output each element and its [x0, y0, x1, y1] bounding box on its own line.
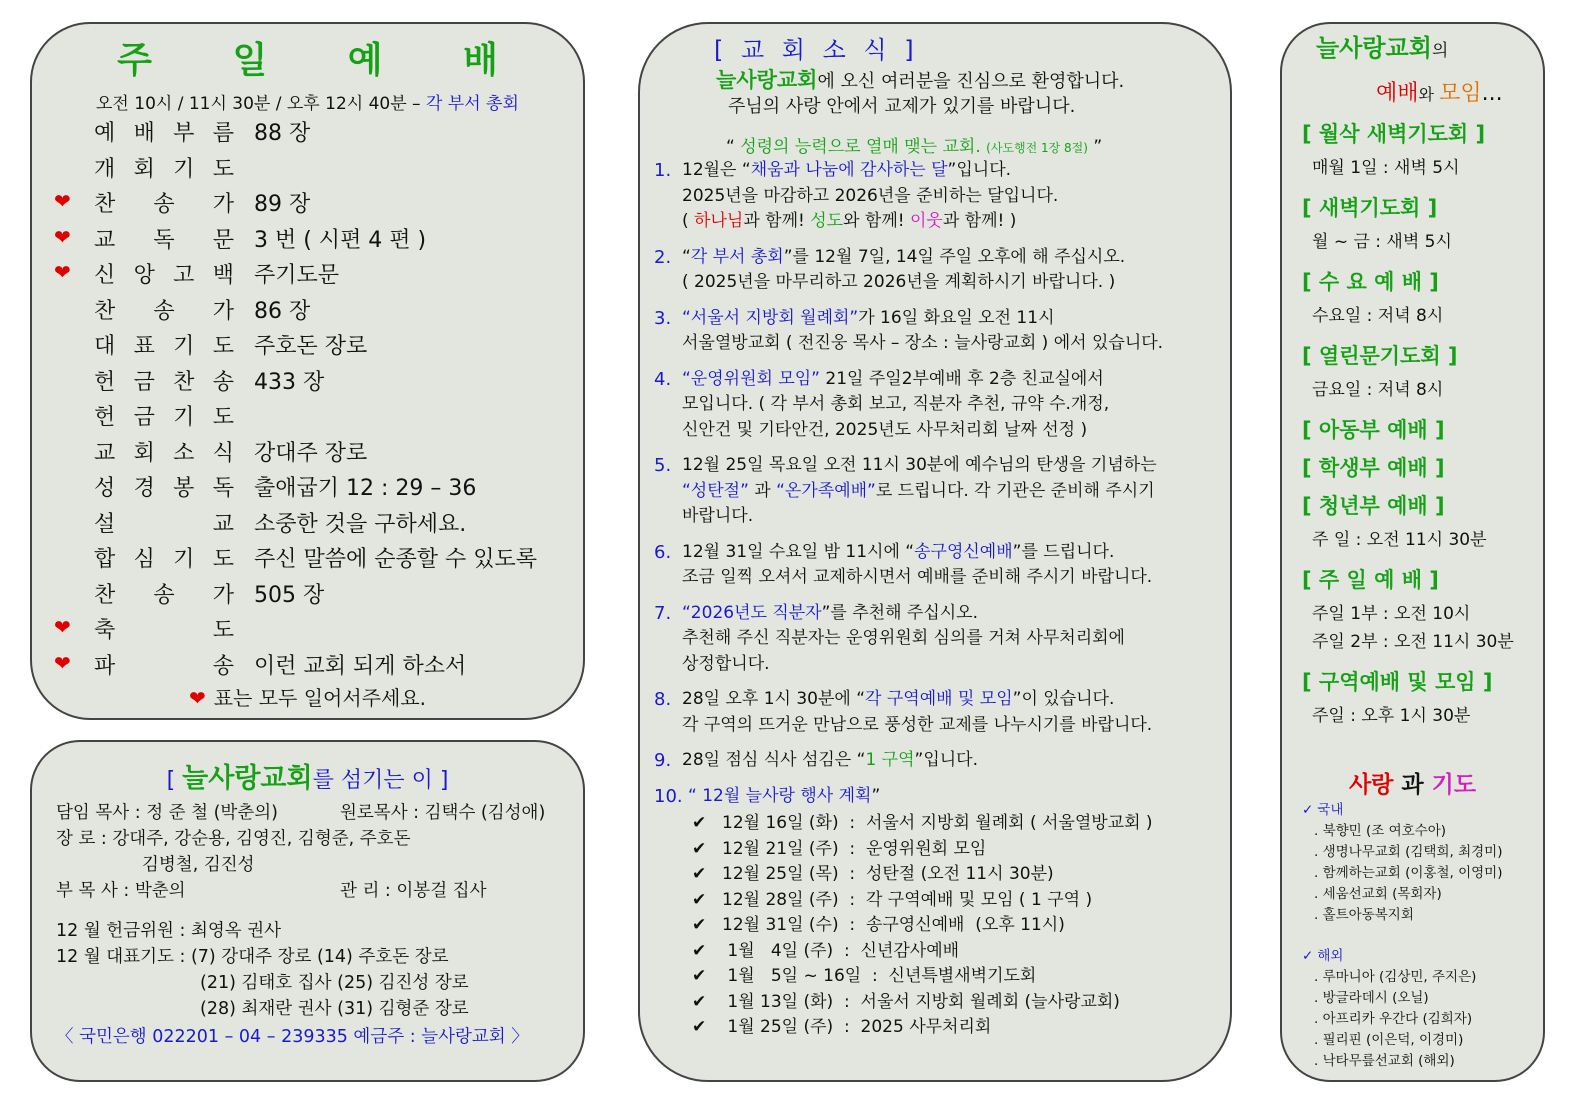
- schedule-text: 12월 21일 (주) : 운영위원회 모임: [722, 838, 987, 859]
- meeting-time: 매월 1일 : 새벽 5시: [1312, 158, 1460, 178]
- news-item: 8. 28일 오후 1시 30분에 “각 구역예배 및 모임”이 있습니다. 각 구역의 뜨거운 만남으로 풍성한 교제를 나누시기를 바랍니다.: [654, 689, 1153, 735]
- order-value: 소중한 것을 구하세요.: [254, 511, 467, 537]
- heart-icon: ❤: [54, 224, 71, 249]
- order-value: 86 장: [254, 298, 311, 324]
- news-item: 7. “2026년도 직분자”를 추천해 주십시오. 추천해 주신 직분자는 운영위원회 심의를 거쳐 사무처리회에 상정합니다.: [654, 602, 1125, 674]
- news-intro: 늘사랑교회에 오신 여러분을 진심으로 환영합니다. 주님의 사랑 안에서 교제가 있기를 바랍니다.: [716, 68, 1125, 117]
- check-icon: ✔: [692, 966, 707, 986]
- order-value: 433 장: [254, 369, 325, 395]
- worship-times: 오전 10시 / 11시 30분 / 오후 12시 40분 – 각 부서 총회: [96, 94, 519, 114]
- order-row: [52, 152, 582, 188]
- emeritus-pastor: 원로목사 : 김택수 (김성애): [340, 803, 546, 823]
- prayer-item: . 함께하는교회 (이홍철, 이영미): [1314, 865, 1503, 881]
- news-item: 3. “서울서 지방회 월례회”가 16일 화요일 오전 11시 서울열방교회 ( 전진웅 목사 – 장소 : 늘사랑교회 ) 에서 있습니다.: [654, 307, 1164, 353]
- schedule-text: 1월 5일 ~ 16일 : 신년특별새벽기도회: [722, 966, 1037, 986]
- news-item: 2. “각 부서 총회”를 12월 7일, 14일 주일 오후에 해 주십시오. ( 2025년을 마무리하고 2026년을 계획하시기 바랍니다. ): [654, 246, 1126, 292]
- meeting-heading: [ 새벽기도회 ]: [1302, 196, 1438, 220]
- news-item: 1. 12월은 “채움과 나눔에 감사하는 달”입니다. 2025년을 마감하고 2026년을 준비하는 달입니다. ( 하나님과 함께! 성도와 함께! 이웃과 함께! ): [654, 160, 1059, 231]
- order-row: [52, 471, 582, 507]
- check-icon: ✔: [692, 864, 707, 884]
- order-label: 개 회 기 도: [94, 156, 234, 182]
- schedule-text: 12월 16일 (화) : 서울서 지방회 월례회 ( 서울열방교회 ): [722, 813, 1153, 833]
- worship-order-list: [52, 116, 582, 684]
- staff-panel: [30, 740, 585, 1082]
- schedule-item: [682, 990, 1224, 1016]
- elders: 장 로 : 강대주, 강순용, 김영진, 김형준, 주호돈: [56, 829, 411, 849]
- prayer-item: . 아프리카 우간다 (김희자): [1314, 1011, 1473, 1027]
- manager: 관 리 : 이봉걸 집사: [340, 881, 487, 901]
- check-icon: ✓: [1302, 802, 1314, 818]
- offering-committee: 12 월 헌금위원 : 최영옥 권사: [56, 921, 282, 941]
- order-value: 89 장: [254, 192, 311, 217]
- associate-pastor: 부 목 사 : 박춘의: [56, 881, 186, 901]
- check-icon: ✔: [692, 940, 707, 961]
- schedule-text: 12월 31일 (수) : 송구영신예배 (오후 11시): [722, 915, 1065, 935]
- check-icon: ✔: [692, 838, 707, 859]
- order-row: [52, 294, 582, 330]
- worship-order-panel: [30, 22, 585, 720]
- church-motto: “ 성령의 능력으로 열매 맺는 교회. (사도행전 1장 8절) ”: [726, 137, 1103, 157]
- check-icon: ✔: [692, 915, 707, 935]
- order-value: 88 장: [254, 121, 311, 146]
- prayer-overseas: ✓ 해외 . 루마니아 (김상민, 주지은) . 방글라데시 (오닐) . 아프리카 우간다 (김희자) . 필리핀 (이은덕, 이경미) . 낙타무릎선교회 (해외): [1302, 946, 1542, 1072]
- meetings-subtitle: 예배와 모임...: [1376, 81, 1503, 106]
- prayer-item: . 홀트아동복지회: [1314, 907, 1414, 923]
- meeting-heading: [ 열린문기도회 ]: [1302, 344, 1458, 368]
- bank-account: 〈 국민은행 022201 – 04 – 239335 예금주 : 늘사랑교회 〉: [56, 1027, 529, 1047]
- meeting-time: 주일 1부 : 오전 10시: [1312, 604, 1471, 624]
- order-row: [52, 116, 582, 152]
- order-label: 찬 송 가: [94, 298, 234, 324]
- order-label: 성 경 봉 독: [94, 476, 234, 501]
- event-schedule: [682, 811, 1224, 1041]
- order-label: 교 회 소 식: [94, 440, 234, 466]
- heart-icon: ❤: [54, 260, 71, 284]
- prayer-title: 사랑 과 기도: [1348, 772, 1477, 798]
- meeting-heading: [ 주 일 예 배 ]: [1302, 568, 1439, 592]
- order-label: 대 표 기 도: [94, 334, 234, 359]
- schedule-item: [682, 837, 1224, 863]
- meeting-heading: [ 학생부 예배 ]: [1302, 456, 1445, 480]
- prayer-item: . 루마니아 (김상민, 주지은): [1314, 969, 1477, 985]
- prayer-item: . 필리핀 (이은덕, 이경미): [1314, 1032, 1464, 1048]
- schedule-item: [682, 913, 1224, 939]
- order-value: 주호돈 장로: [254, 334, 368, 359]
- order-row: [52, 365, 582, 401]
- prayer-item: . 낙타무릎선교회 (해외): [1314, 1053, 1455, 1069]
- order-row: [52, 613, 582, 649]
- order-row: [52, 507, 582, 543]
- schedule-text: 12월 25일 (목) : 성탄절 (오전 11시 30분): [722, 864, 1054, 884]
- meetings-title: 늘사랑교회의: [1316, 34, 1449, 62]
- prayer-item: . 생명나무교회 (김택희, 최경미): [1314, 844, 1503, 860]
- prayer-schedule-cont: (21) 김태호 집사 (25) 김진성 장로: [200, 973, 469, 993]
- heart-icon: ❤: [54, 650, 71, 675]
- schedule-item: [682, 1015, 1224, 1041]
- meeting-time: 주 일 : 오전 11시 30분: [1312, 530, 1487, 550]
- order-label: 헌 금 찬 송: [94, 369, 234, 395]
- schedule-item: [682, 939, 1224, 965]
- order-label: 신 앙 고 백: [94, 263, 234, 288]
- order-value: 이런 교회 되게 하소서: [254, 653, 467, 679]
- news-item: 4. “운영위원회 모임” 21일 주일2부예배 후 2층 친교실에서 모입니다. ( 각 부서 총회 보고, 직분자 추천, 규약 수.개정, 신안건 및 기타안건, 2025년도 사무처리회 날짜 선정 ): [654, 368, 1110, 440]
- news-list: [654, 158, 1224, 1051]
- news-title: [ 교 회 소 식 ]: [714, 36, 919, 64]
- order-label: 축 도: [94, 618, 234, 643]
- meeting-time: 주일 : 오후 1시 30분: [1312, 706, 1471, 726]
- check-icon: ✔: [692, 991, 707, 1012]
- prayer-schedule-cont: (28) 최재란 권사 (31) 김형준 장로: [200, 999, 469, 1019]
- schedule-text: 1월 4일 (주) : 신년감사예배: [722, 940, 960, 961]
- order-label: 찬 송 가: [94, 192, 234, 217]
- schedule-item: [682, 888, 1224, 914]
- order-row: [52, 542, 582, 578]
- prayer-item: . 방글라데시 (오닐): [1314, 990, 1429, 1006]
- order-value: 505 장: [254, 582, 325, 608]
- elders-cont: 김병철, 김진성: [142, 855, 255, 875]
- check-icon: ✔: [692, 813, 707, 833]
- order-value: 강대주 장로: [254, 440, 368, 466]
- order-label: 설 교: [94, 511, 234, 537]
- order-label: 파 송: [94, 653, 234, 679]
- news-item: 10. “ 12월 늘사랑 행사 계획” ✔ 12월 16일 (화) : 서울서 지방회 월례회 ( 서울열방교회 ) ✔ 12월 21일 (주) : 운영위원회 모임 ✔ 12월 25일 (목) : 성탄절 (오전 11시 30분) ✔ 12월 28일 (주) : 각 구역예배 및 모임 ( 1 구역 ) ✔ 12월 31일 (수) : 송구영신예배 (오후 11시) ✔ 1월 4일 (주) : 신년감사예배 ✔ 1월 5일 ~ 16일 : 신년특별새벽기도회 ✔ 1월 13일 (화) : 서울서 지방회 월례회 (늘사랑교회) ✔ 1월 25일 (주) : 2025 사무처리회: [654, 784, 1224, 1041]
- order-label: 찬 송 가: [94, 582, 234, 608]
- order-label: 헌 금 기 도: [94, 405, 234, 430]
- worship-title: 주 일 예 배: [117, 40, 532, 81]
- order-value: 3 번 ( 시편 4 편 ): [254, 227, 427, 253]
- church-news-panel: [638, 22, 1232, 1082]
- order-label: 예 배 부 름: [94, 121, 234, 146]
- check-icon: ✔: [692, 1017, 707, 1037]
- meetings-list: [1302, 116, 1542, 738]
- order-row: [52, 649, 582, 685]
- order-label: 교 독 문: [94, 227, 234, 253]
- prayer-schedule: 12 월 대표기도 : (7) 강대주 장로 (14) 주호돈 장로: [56, 947, 449, 967]
- order-row: [52, 436, 582, 472]
- order-value: 출애굽기 12 : 29 – 36: [254, 476, 477, 501]
- heart-icon: ❤: [188, 686, 206, 710]
- order-row: [52, 578, 582, 614]
- schedule-text: 1월 25일 (주) : 2025 사무처리회: [722, 1017, 992, 1037]
- staff-list: [56, 800, 546, 1050]
- meeting-heading: [ 수 요 예 배 ]: [1302, 270, 1439, 294]
- meeting-time: 수요일 : 저녁 8시: [1312, 306, 1444, 326]
- order-label: 합 심 기 도: [94, 547, 234, 572]
- order-row: [52, 223, 582, 259]
- prayer-domestic: ✓ 국내 . 북향민 (조 여호수아) . 생명나무교회 (김택희, 최경미) . 함께하는교회 (이홍철, 이영미) . 세움선교회 (목회자) . 홀트아동복지회: [1302, 800, 1542, 926]
- check-icon: ✓: [1302, 948, 1314, 964]
- order-row: [52, 258, 582, 294]
- check-icon: ✔: [692, 889, 707, 910]
- prayer-item: . 세움선교회 (목회자): [1314, 886, 1442, 902]
- news-item: 5. 12월 25일 목요일 오전 11시 30분에 예수님의 탄생을 기념하는 “성탄절” 과 “온가족예배”로 드립니다. 각 기관은 준비해 주시기 바랍니다.: [654, 455, 1157, 526]
- order-row: [52, 400, 582, 436]
- schedule-item: [682, 811, 1224, 837]
- meeting-time: 월 ~ 금 : 새벽 5시: [1312, 232, 1452, 252]
- order-row: [52, 329, 582, 365]
- schedule-item: [682, 862, 1224, 888]
- schedule-item: [682, 964, 1224, 990]
- meeting-time: 금요일 : 저녁 8시: [1312, 380, 1444, 400]
- news-item: 6. 12월 31일 수요일 밤 11시에 “송구영신예배”를 드립니다. 조금 일찍 오셔서 교제하시면서 예배를 준비해 주시기 바랍니다.: [654, 541, 1153, 587]
- order-row: [52, 187, 582, 223]
- meeting-heading: [ 아동부 예배 ]: [1302, 418, 1445, 442]
- staff-title: [ 늘사랑교회를 섬기는 이 ]: [166, 763, 449, 794]
- meeting-time: 주일 2부 : 오전 11시 30분: [1312, 632, 1514, 652]
- schedule-text: 12월 28일 (주) : 각 구역예배 및 모임 ( 1 구역 ): [722, 889, 1093, 910]
- meetings-panel: [1280, 22, 1545, 1082]
- meeting-heading: [ 월삭 새벽기도회 ]: [1302, 122, 1486, 146]
- meeting-heading: [ 구역예배 및 모임 ]: [1302, 670, 1493, 694]
- news-item: 9. 28일 점심 식사 섬김은 “1 구역”입니다.: [654, 750, 978, 771]
- prayer-item: . 북향민 (조 여호수아): [1314, 823, 1447, 839]
- meeting-heading: [ 청년부 예배 ]: [1302, 494, 1445, 518]
- schedule-text: 1월 13일 (화) : 서울서 지방회 월례회 (늘사랑교회): [722, 991, 1120, 1012]
- order-value: 주신 말씀에 순종할 수 있도록: [254, 547, 537, 572]
- senior-pastor: 담임 목사 : 정 준 철 (박춘의): [56, 803, 278, 823]
- heart-icon: ❤: [54, 189, 71, 213]
- stand-note: ❤ 표는 모두 일어서주세요.: [188, 686, 427, 710]
- order-value: 주기도문: [254, 263, 340, 288]
- heart-icon: ❤: [54, 615, 71, 639]
